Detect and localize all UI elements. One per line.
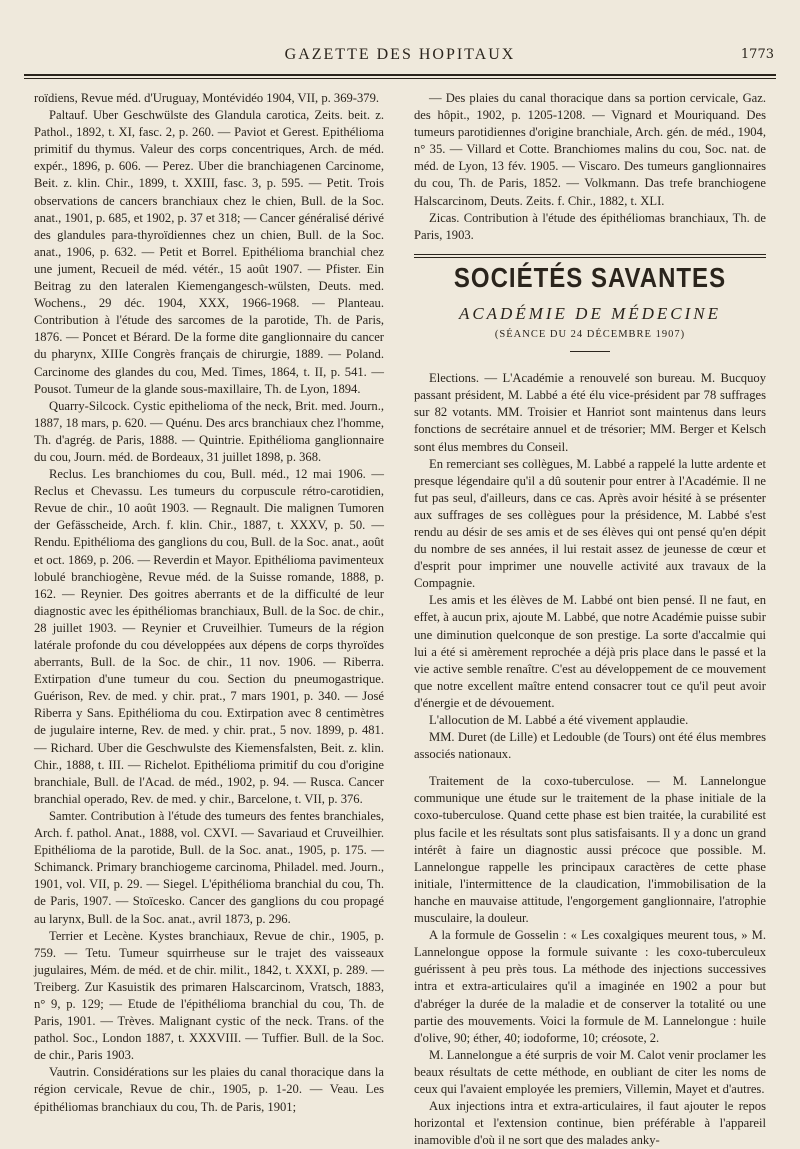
- paragraph: MM. Duret (de Lille) et Ledouble (de Tours) ont été élus membres associés nationaux.: [414, 730, 766, 762]
- left-column: [34, 90, 384, 1116]
- paragraph: Les amis et les élèves de M. Labbé ont bien pensé. Il ne faut, en effet, à aucun prix, ajoute M. Labbé, que notre Académie puisse subir une diminution quelconque de son prestige. La sorte d'accalmie qui lui a été si amèrement reprochée a déjà pris place dans le passé et la vie active semble renaître. C'est au développement de ce mouvement que notre excellent maître entend consacrer tout ce qu'il peut avoir d'énergie et de dévouement.: [414, 593, 766, 710]
- paragraph: En remerciant ses collègues, M. Labbé a rappelé la lutte ardente et presque légendaire qu'il a dû soutenir pour entrer à l'Académie. Il ne fut pas seul, d'ailleurs, dans ce cas. Après avoir hésité à se présenter aux suffrages de ses collègues pour la présidence, M. Labbé s'est rendu au désir de ses amis et de ses élèves qui ont pensé qu'en dépit du nombre de ses années, il lui restait assez de jeunesse de cœur et d'esprit pour imprimer une nouvelle activité aux travaux de la Compagnie.: [414, 456, 766, 591]
- paragraph: Aux injections intra et extra-articulaires, il faut ajouter le repos horizontal et l'extension continue, bien préférable à l'appareil inamovible d'où il ne sort que des malades anky-: [414, 1099, 766, 1148]
- section-rule-thin: [414, 257, 766, 258]
- journal-title: GAZETTE DES HOPITAUX: [284, 46, 516, 63]
- section-rule: [414, 254, 766, 255]
- short-rule: [570, 351, 610, 352]
- paragraph: Traitement de la coxo-tuberculose. — M. Lannelongue communique une étude sur le traitement de la phase initiale de la coxo-tuberculose. Quand cette phase est bien traitée, la curabilité est plus facile et les résultats sont plus satisfaisants. Il y a donc un grand intérêt à faire un diagnostic aussi précoce que possible. M. Lannelongue rappelle les principaux caractères de cette phase initiale, l'intermittence de la claudication, l'immobilisation de la hanche en mauvaise attitude, l'engorgement ganglionnaire, l'atrophie musculaire, la douleur.: [414, 774, 766, 926]
- paragraph: M. Lannelongue a été surpris de voir M. Calot venir proclamer les beaux résultats de cette méthode, en oubliant de citer les noms de ceux qui l'avaient employée les premiers, Villemin, Mayet et d'autres.: [414, 1047, 766, 1096]
- session-date: (SÉANCE DU 24 DÉCEMBRE 1907): [494, 329, 686, 341]
- paragraph: Reclus. Les branchiomes du cou, Bull. méd., 12 mai 1906. — Reclus et Chevassu. Les tumeurs du corpuscule rétro-carotidien, Revue de chir., 10 août 1903. — Regnault. Die malignen Tumoren der Gefässcheide, Arch. f. klin. Chir., 1887, t. XXXV, p. 50. — Rendu. Epithélioma des ganglions du cou, Bull. de la Soc. anat., août et oct. 1869, p. 206. — Reverdin et Mayor. Epithélioma pavimenteux lobulé branchiogène, Revue méd. de la Suisse romande, 1888, p. 162. — Reynier. Des goitres aberrants et de la difficulté de leur diagnostic avec les épithéliomas branchiaux, Bull. de la Soc. de chir., 28 juillet 1903. — Reynier et Cruveilhier. Tumeurs de la région latérale profonde du cou développées aux dépens de corps thyroïdes aberrants, Bull. de la Soc. de chir., 11 nov. 1906. — Riberra. Extirpation d'une tumeur du cou. Section du pneumogastrique. Guérison, Rev. de med. y chir. prat., 7 mars 1901, p. 340. — José Riberra y Sans. Epithélioma du cou. Extirpation avec 8 centimètres de jugulaire interne, Rev. de med. y chir. prat., 5 nov. 1899, p. 481. — Richard. Uber die Geschwulste des Kiemensfalsten, Beit. z. klin. Chir., 1888, t. III. — Richelot. Epithélioma primitif du cou d'origine branchiale, Bull. de l'Acad. de méd., 1902, p. 94. — Rusca. Cancer branchial operado, Rev. de med. y chir., Barcelone, t. VII, p. 376.: [34, 467, 384, 806]
- paragraph: Quarry-Silcock. Cystic epithelioma of the neck, Brit. med. Journ., 1887, 18 mars, p. 620. — Quénu. Des arcs branchiaux chez l'homme, Th. d'agrég. de Paris, 1888. — Quintrie. Epithélioma ganglionnaire du cou, Journ. méd. de Bordeaux, 31 juillet 1898, p. 368.: [34, 398, 384, 464]
- paragraph: Paltauf. Uber Geschwülste des Glandula carotica, Zeits. beit. z. Pathol., 1892, t. XI, fasc. 2, p. 260. — Paviot et Gerest. Epithélioma primitif du thymus. Valeur des corps concentriques, Arch. de méd. expér., 1896, p. 606. — Perez. Uber die branchiagenen Carcinome, Beit. z. klin. Chir., 1899, t. XXIII, fasc. 3, p. 595. — Petit. Trois observations de cancers branchiaux chez le chien, Bull. de la Soc. anat., 1901, p. 685, et 1902, p. 37 et 318; — Cancer généralisé dérivé des glandules para-thyroïdiennes chez un chien, Bull. de la Soc. anat., 1906, p. 632. — Petit et Borrel. Epithélioma branchial chez une jument, Recueil de méd. vétér., 15 août 1907. — Pfister. Ein Beitrag zu den lateralen Kiemengangesch-wülsten, Deuts. med. Wochens., 29 déc. 1904, XXX, 1966-1968. — Planteau. Contribution à l'étude des sarcomes de la parotide, Th. de Paris, 1876. — Poncet et Bérard. De la forme dite ganglionnaire du cancer du pharynx, XIIIe Congrès français de chirurgie, 1889. — Poland. Carcinome des glandes du cou, Med. Times, 1864, t. II, p. 541. — Pousot. Tumeur de la glande sous-maxillaire, Th. de Lyon, 1894.: [34, 108, 384, 396]
- paragraph: A la formule de Gosselin : « Les coxalgiques meurent tous, » M. Lannelongue oppose la formule suivante : les coxo-tuberculeux guérissent à peu près tous. La méthode des injections successives intra et extra-articulaires qu'il a imaginée en 1902 a pour but d'abréger la durée de la maladie et de conserver la totalité ou une partie des mouvements. Voici la formule de M. Lannelongue : huile d'olive, 90; éther, 40; iodoforme, 10; créosote, 2.: [414, 928, 766, 1045]
- page-number: 1773: [740, 47, 774, 62]
- academy-heading: ACADÉMIE DE MÉDECINE: [458, 303, 722, 323]
- spacer: [414, 763, 766, 773]
- paragraph: — Des plaies du canal thoracique dans sa portion cervicale, Gaz. des hôpit., 1902, p. 1205-1208. — Vignard et Mouriquand. Des tumeurs parotidiennes d'origine branchiale, Arch. gén. de méd., 1904, n° 35. — Villard et Cotte. Branchiomes malins du cou, Soc. nat. de méd. de Lyon, 13 fév. 1905. — Viscaro. Des tumeurs ganglionnaires du cou, Th. de Paris, 1852. — Volkmann. Das trefe branchiogene Halscarcinom, Deuts. Zeits. f. Chir., 1882, t. XLI.: [414, 91, 766, 208]
- paragraph: Vautrin. Considérations sur les plaies du canal thoracique dans la région cervicale, Revue de chir., 1905, p. 1-20. — Veau. Les épithéliomas branchiaux du cou, Th. de Paris, 1901;: [34, 1065, 384, 1114]
- paragraph: Zicas. Contribution à l'étude des épithéliomas branchiaux, Th. de Paris, 1903.: [414, 210, 766, 242]
- paragraph: Samter. Contribution à l'étude des tumeurs des fentes branchiales, Arch. f. pathol. Anat., 1888, vol. CXVI. — Savariaud et Cruveilhier. Epithélioma de la parotide, Bull. de la Soc. anat., 1905, p. 175. — Schimanck. Primary branchiogeme carcinoma, Philadel. med. Journ., 1901, vol. VII, p. 29. — Siegel. L'épithélioma branchial du cou, Th. de Paris, 1907. — Stoïcesko. Cancer des ganglions du cou propagé au larynx, Bull. de la Soc. anat., avril 1873, p. 296.: [34, 808, 384, 926]
- paragraph: Elections. — L'Académie a renouvelé son bureau. M. Bucquoy passant président, M. Labbé a été élu vice-président par 78 suffrages sur 82 votants. MM. Troisier et Hanriot sont maintenus dans leurs fonctions de secrétaire annuel et de trésorier; MM. Berger et Kelsch sont élus membres du Conseil.: [414, 371, 766, 454]
- paragraph: L'allocution de M. Labbé a été vivement applaudie.: [429, 713, 689, 727]
- header-rule-thin: [24, 78, 776, 79]
- header-rule: [24, 74, 776, 76]
- section-title: SOCIÉTÉS SAVANTES: [453, 262, 727, 294]
- paragraph: roïdiens, Revue méd. d'Uruguay, Montévidéo 1904, VII, p. 369-379.: [34, 91, 380, 105]
- right-column: [414, 90, 766, 1149]
- paragraph: Terrier et Lecène. Kystes branchiaux, Revue de chir., 1905, p. 759. — Tetu. Tumeur squirrheuse sur le trajet des vaisseaux jugulaires, Mém. de méd. et de chir. milit., 1842, t. XXXI, p. 289. — Treiberg. Zur Kasuistik des primaren Halscarcinom, Vratsch, 1883, n° 9, p. 129; — Etude de l'épithélioma branchial du cou, Th. de Paris, 1901. — Trèves. Malignant cystic of the neck. Trans. of the pathol. Soc., London 1887, t. XXXVIII. — Tuffier. Bull. de la Soc. de chir., Paris 1903.: [34, 928, 384, 1063]
- page-header: [0, 40, 800, 70]
